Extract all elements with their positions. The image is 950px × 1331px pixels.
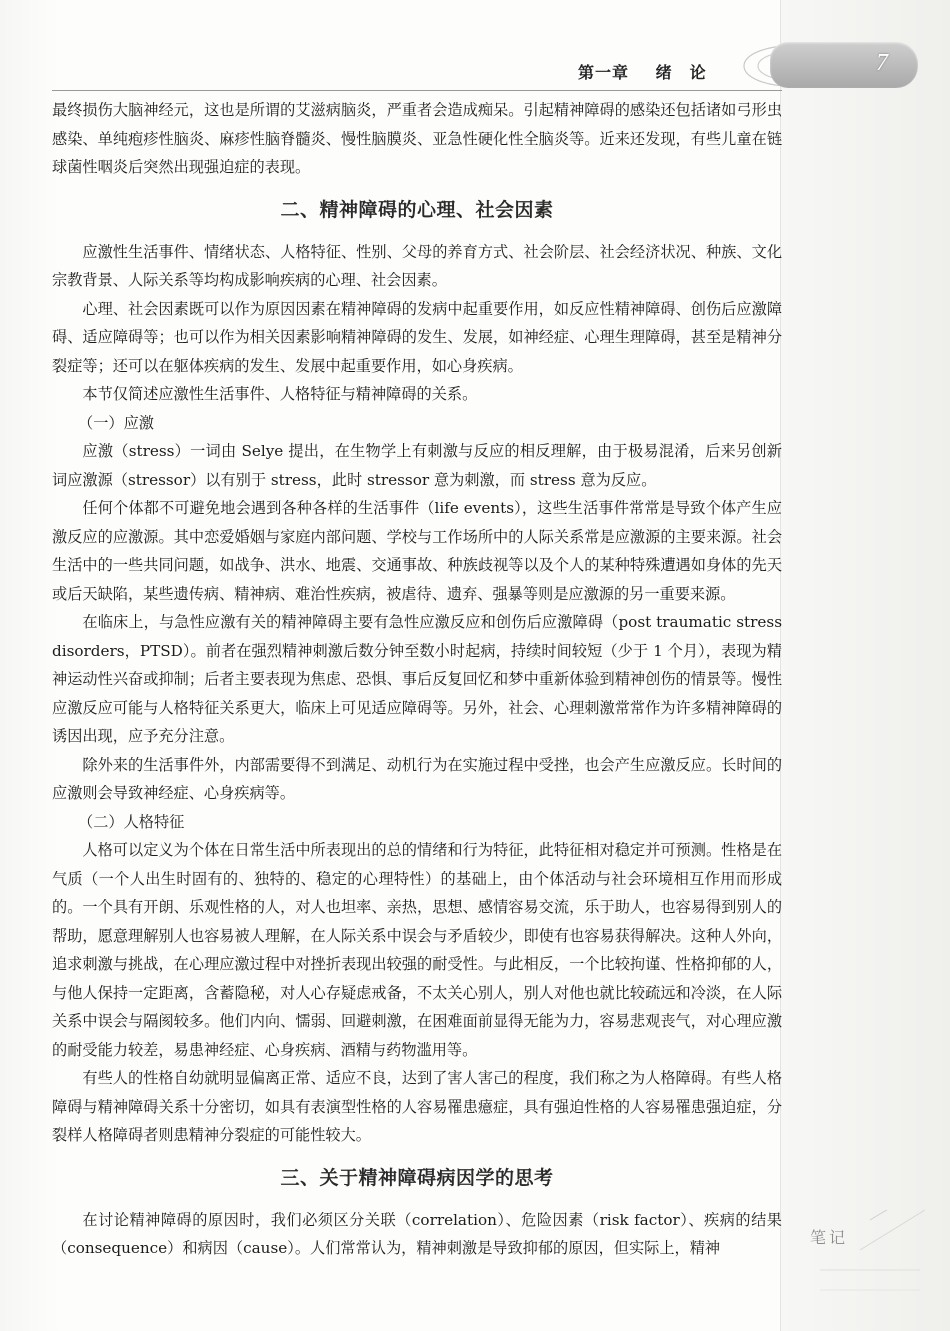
header-rule — [52, 90, 782, 91]
subheading-personality: （二）人格特征 — [78, 812, 185, 831]
page-body — [52, 96, 782, 1263]
paragraph-etiology-distinctions: 在讨论精神障碍的原因时，我们必须区分关联（correlation）、危险因素（risk factor）、疾病的结果（consequence）和病因（cause）。人们常常认为，精神刺激是导致抑郁的原因，但实际上，精神 — [52, 1210, 782, 1257]
subheading-stress: （一）应激 — [78, 413, 154, 432]
section-heading-etiology: 三、关于精神障碍病因学的思考 — [280, 1166, 554, 1189]
margin-note-label: 笔记 — [810, 1228, 849, 1247]
paragraph-internal-stressors: 除外来的生活事件外，内部需要得不到满足、动机行为在实施过程中受挫，也会产生应激反应。长时间的应激则会导致神经症、心身疾病等。 — [52, 755, 782, 802]
margin-column — [780, 0, 950, 1331]
paragraph-infection-continued: 最终损伤大脑神经元，这也是所谓的艾滋病脑炎，严重者会造成痴呆。引起精神障碍的感染还包括诸如弓形虫感染、单纯疱疹性脑炎、麻疹性脑脊髓炎、慢性脑膜炎、亚急性硬化性全脑炎等。近来还发现，有些儿童在链球菌性咽炎后突然出现强迫症的表现。 — [52, 101, 782, 176]
chapter-title: 绪 论 — [655, 63, 707, 82]
paragraph-clinical-stress-disorders: 在临床上，与急性应激有关的精神障碍主要有急性应激反应和创伤后应激障碍（post traumatic stress disorders，PTSD）。前者在强烈精神刺激后数分钟至数小时起病，持续时间较短（少于 1 个月），表现为精神运动性兴奋或抑制；后者主要表现为焦虑、恐惧、事后反复回忆和梦中重新体验到精神创伤的情景等。慢性应激反应可能与人格特征关系更大，临床上可见适应障碍等。另外，社会、心理刺激常常作为许多精神障碍的诱因出现，应予充分注意。 — [52, 613, 782, 745]
page-number: 7 — [876, 50, 888, 76]
paragraph-factor-roles: 心理、社会因素既可以作为原因因素在精神障碍的发病中起重要作用，如反应性精神障碍、创伤后应激障碍、适应障碍等；也可以作为相关因素影响精神障碍的发生、发展，如神经症、心理生理障碍，甚至是精神分裂症等；还可以在躯体疾病的发生、发展中起重要作用，如心身疾病。 — [52, 299, 782, 375]
paragraph-personality-traits: 人格可以定义为个体在日常生活中所表现出的总的情绪和行为特征，此特征相对稳定并可预测。性格是在气质（一个人出生时固有的、独特的、稳定的心理特性）的基础上，由个体活动与社会环境相互作用而形成的。一个具有开朗、乐观性格的人，对人也坦率、亲热，思想、感情容易交流，乐于助人，也容易得到别人的帮助，愿意理解别人也容易被人理解，在人际关系中误会与矛盾较少，即使有也容易获得解决。这种人外向，追求刺激与挑战，在心理应激过程中对挫折表现出较强的耐受性。与此相反，一个比较拘谨、性格抑郁的人，与他人保持一定距离，含蓄隐秘，对人心存疑虑戒备，不太关心别人，别人对他也就比较疏远和冷淡，在人际关系中误会与隔阂较多。他们内向、懦弱、回避刺激，在困难面前显得无能为力，容易悲观丧气，对心理应激的耐受能力较差，易患神经症、心身疾病、酒精与药物滥用等。 — [52, 841, 782, 1059]
paragraph-psychosocial-factors: 应激性生活事件、情绪状态、人格特征、性别、父母的养育方式、社会阶层、社会经济状况、种族、文化宗教背景、人际关系等均构成影响疾病的心理、社会因素。 — [52, 242, 782, 289]
paragraph-personality-disorders: 有些人的性格自幼就明显偏离正常、适应不良，达到了害人害己的程度，我们称之为人格障碍。有些人格障碍与精神障碍关系十分密切，如具有表演型性格的人容易罹患癔症，具有强迫性格的人容易罹患强迫症，分裂样人格障碍者则患精神分裂症的可能性较大。 — [52, 1069, 782, 1144]
section-heading-psychosocial: 二、精神障碍的心理、社会因素 — [280, 198, 554, 221]
chapter-label: 第一章 — [578, 63, 630, 82]
running-header — [578, 60, 727, 83]
paragraph-life-events: 任何个体都不可避免地会遇到各种各样的生活事件（life events），这些生活事件常常是导致个体产生应激反应的应激源。其中恋爱婚姻与家庭内部问题、学校与工作场所中的人际关系常是应激源的主要来源。社会生活中的一些共同问题，如战争、洪水、地震、交通事故、种族歧视等以及个人的某种特殊遭遇如身体的先天或后天缺陷，某些遗传病、精神病、难治性疾病，被虐待、遗弃、强暴等则是应激源的另一重要来源。 — [52, 499, 782, 603]
paragraph-section-scope: 本节仅简述应激性生活事件、人格特征与精神障碍的关系。 — [82, 385, 478, 403]
paragraph-stress-definition: 应激（stress）一词由 Selye 提出，在生物学上有刺激与反应的相反理解，由于极易混淆，后来另创新词应激源（stressor）以有别于 stress，此时 stressor 意为刺激，而 stress 意为反应。 — [52, 442, 782, 489]
